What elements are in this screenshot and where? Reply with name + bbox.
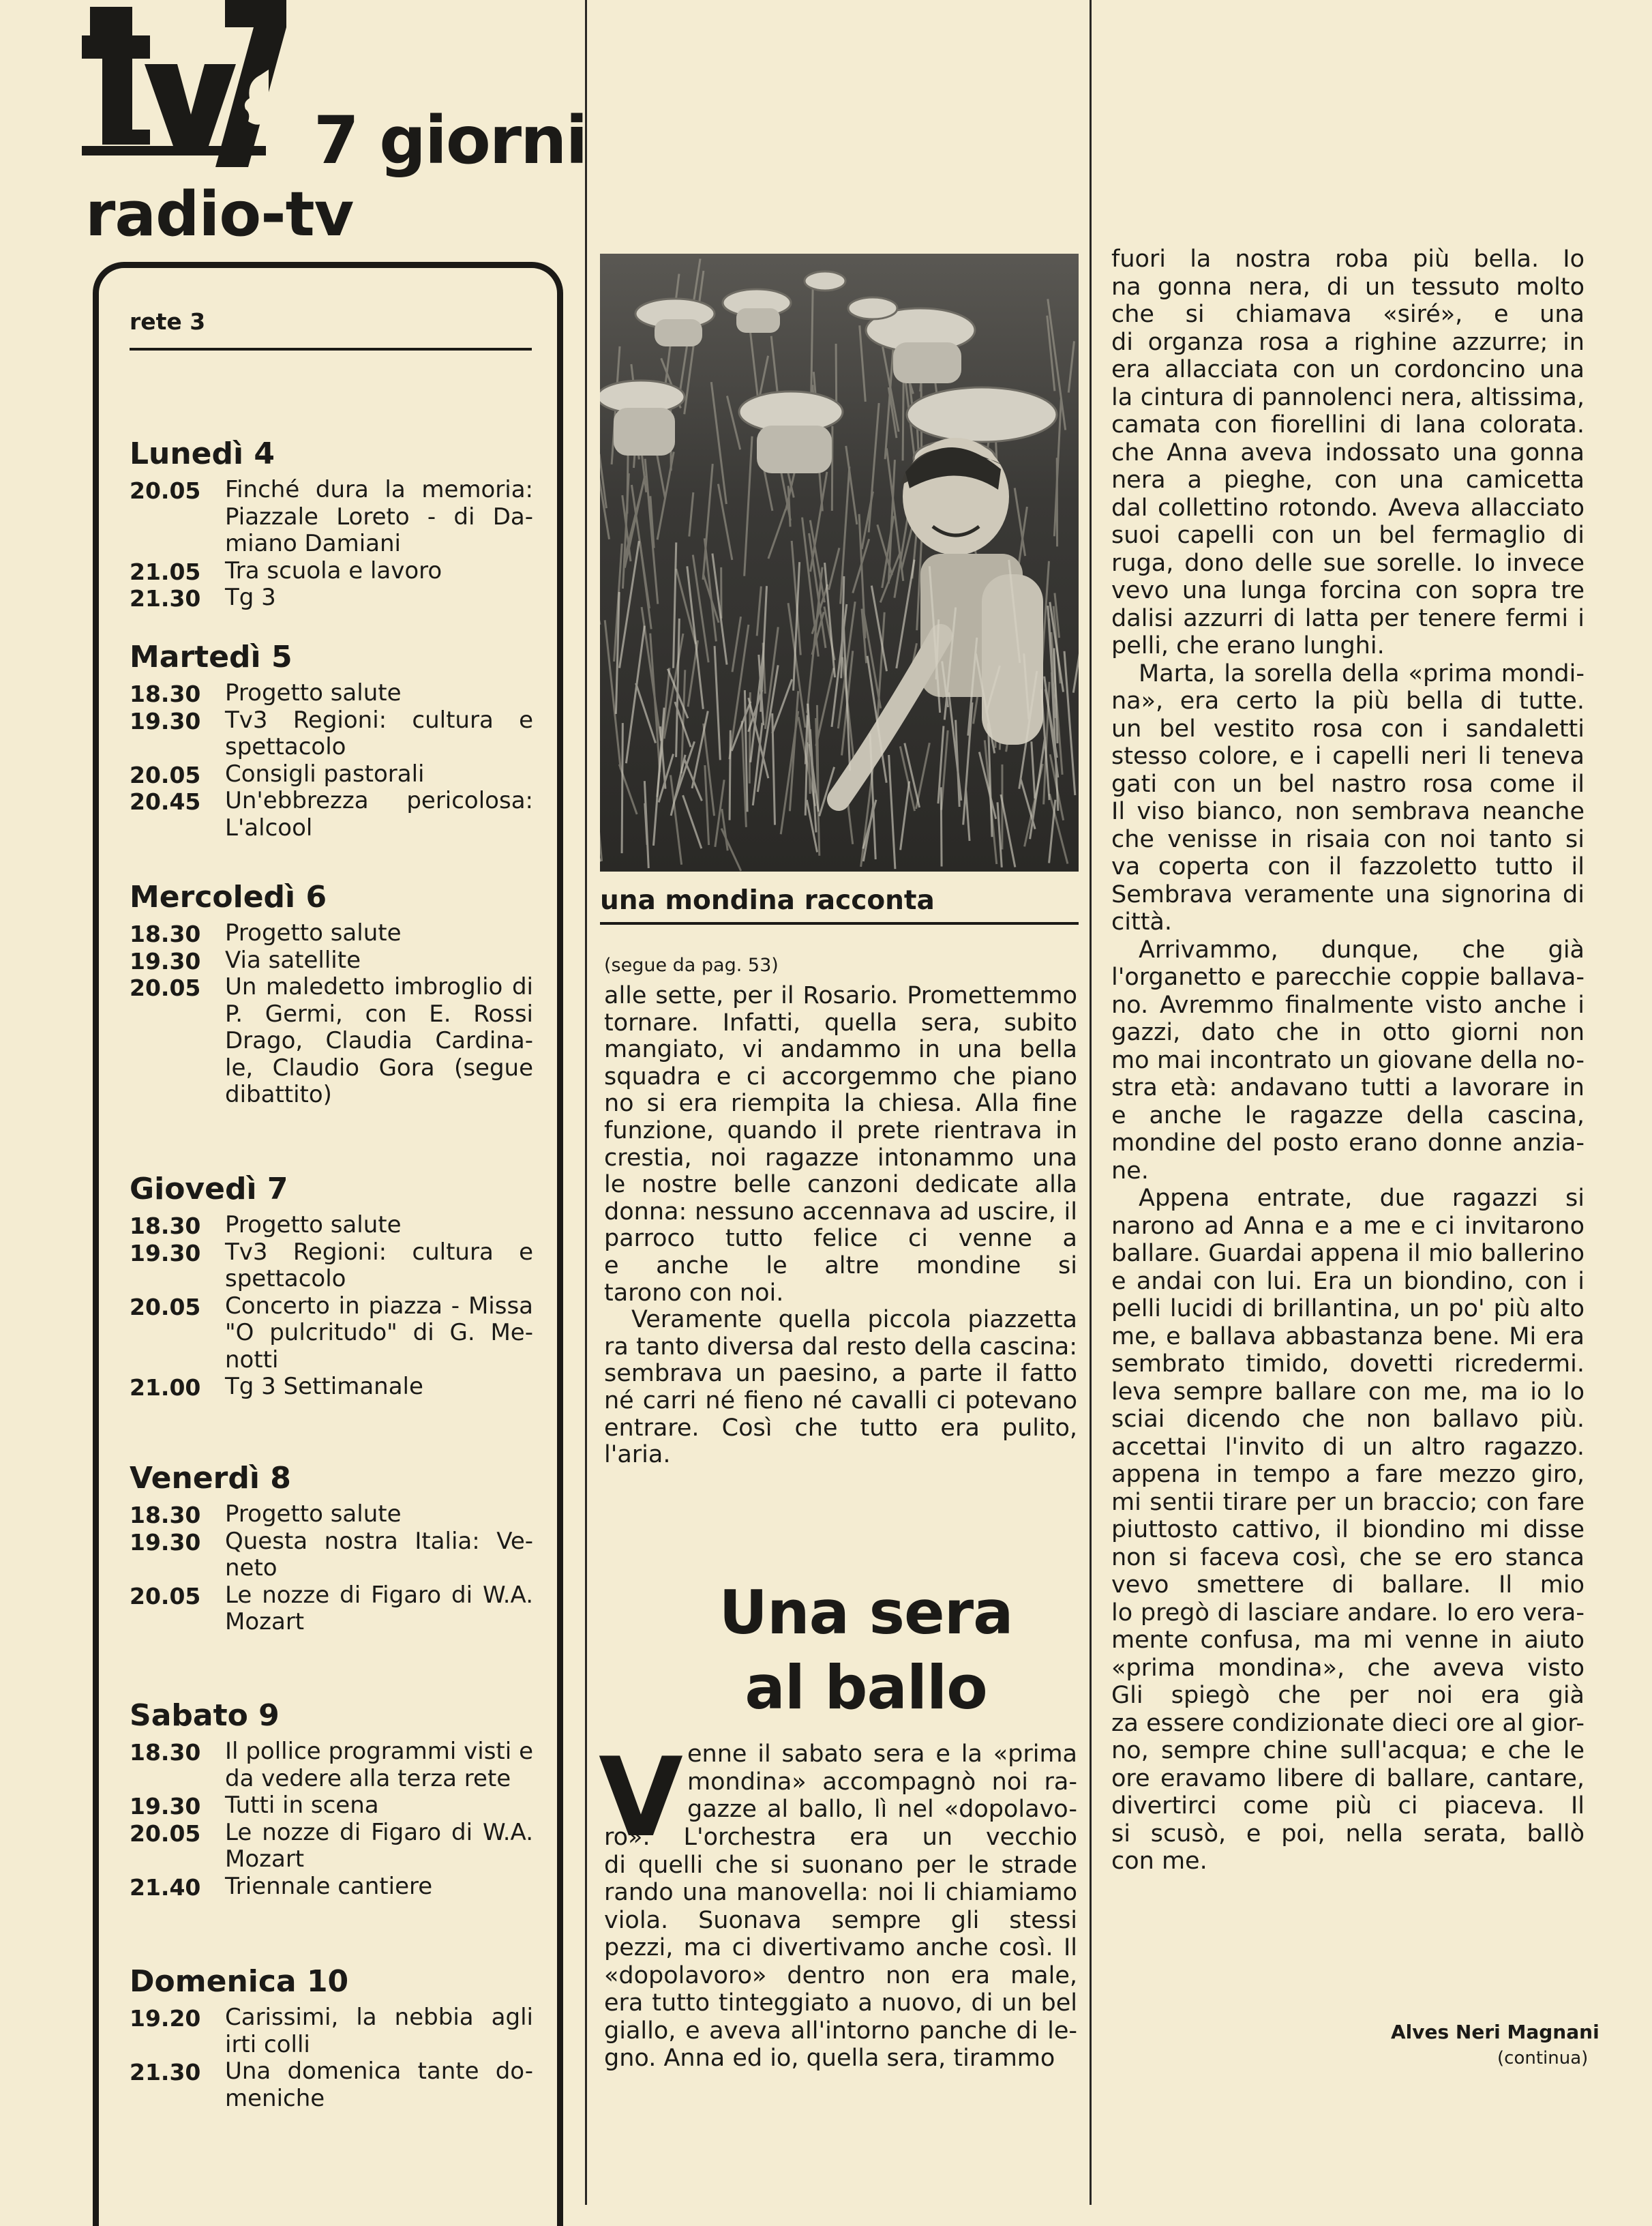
schedule-day-title: Sabato 9	[130, 1698, 280, 1733]
schedule-program-time: 19.30	[130, 1240, 200, 1266]
schedule-program-time: 20.05	[130, 1820, 200, 1847]
schedule-day-title: Mercoledì 6	[130, 880, 327, 915]
schedule-program-title: Il pollice programmi visti e	[225, 1738, 533, 1765]
article-line: mi sentii tirare per un braccio; con fare	[1111, 1489, 1585, 1517]
article-line: divertirci come più ci piaceva. Il	[1111, 1792, 1585, 1820]
article-line: era allacciata con un cordoncino una	[1111, 356, 1585, 384]
article-line: stesso colore, e i capelli neri li teneva	[1111, 743, 1585, 771]
article-line: «dopolavoro» dentro non era male,	[604, 1962, 1077, 1990]
rice-field-photo	[600, 254, 1079, 872]
schedule-program-title: Triennale cantiere	[225, 1873, 432, 1900]
schedule-program-title: spettacolo	[225, 1265, 346, 1292]
schedule-program-time: 20.05	[130, 1294, 200, 1320]
schedule-day-title: Domenica 10	[130, 1964, 348, 1999]
article-line: appena in tempo a fare mezzo giro,	[1111, 1461, 1585, 1489]
continued-note: (continua)	[1497, 2048, 1588, 2068]
article-headline	[682, 1575, 1050, 1725]
article-line: ra tanto diversa dal resto della cascina:	[604, 1333, 1077, 1361]
schedule-program-time: 21.30	[130, 585, 200, 612]
article-line: pezzi, ma ci divertivamo anche così. Il	[604, 1934, 1077, 1962]
schedule-program-title: Tg 3 Settimanale	[225, 1373, 423, 1400]
article-line: e anche le altre mondine si	[604, 1252, 1077, 1279]
article-line: enne il sabato sera e la «prima	[687, 1740, 1077, 1768]
schedule-day-title: Venerdì 8	[130, 1461, 291, 1496]
network-label: rete 3	[130, 308, 205, 335]
schedule-program-title: neto	[225, 1554, 277, 1582]
schedule-program-title: Tra scuola e lavoro	[225, 557, 442, 584]
schedule-program-time: 18.30	[130, 1213, 200, 1239]
article-line: né carri né fieno né cavalli ci potevano	[604, 1387, 1077, 1414]
schedule-program-time: 21.30	[130, 2059, 200, 2086]
article-line: na gonna nera, di un tessuto molto	[1111, 273, 1585, 301]
article-line: donna: nessuno accennava ad uscire, il	[604, 1198, 1077, 1226]
article-line: crestia, noi ragazze intonammo una	[604, 1144, 1077, 1172]
network-rule	[130, 348, 532, 351]
headline-line-1: Una sera	[682, 1575, 1050, 1650]
article-line: e anche le ragazze della cascina,	[1111, 1102, 1585, 1130]
photo-caption: una mondina racconta	[600, 885, 935, 916]
drop-cap: V	[599, 1743, 683, 1852]
article-line: sembrava un paesino, a parte il fatto	[604, 1360, 1077, 1387]
schedule-program-title: notti	[225, 1346, 278, 1374]
article-line: viola. Suonava sempre gli stessi	[604, 1907, 1077, 1935]
schedule-program-title: L'alcool	[225, 814, 312, 842]
article-line: la cintura di pannolenci nera, altissima,	[1111, 384, 1585, 412]
article-line: mente confusa, ma mi venne in aiuto	[1111, 1627, 1585, 1654]
article-line: me, e ballava abbastanza bene. Mi era	[1111, 1323, 1585, 1351]
schedule-program-title: Tutti in scena	[225, 1792, 379, 1819]
article-line: ro». L'orchestra era un vecchio	[604, 1824, 1077, 1852]
schedule-program-time: 21.05	[130, 559, 200, 585]
article-line: squadra e ci accorgemmo che piano	[604, 1063, 1077, 1090]
article-line: non si faceva così, che se ero stanca	[1111, 1544, 1585, 1572]
article-line: nera a pieghe, con una camicetta	[1111, 466, 1585, 494]
schedule-program-title: Progetto salute	[225, 919, 402, 947]
schedule-program-title: Questa nostra Italia: Ve-	[225, 1528, 533, 1555]
article-line: na», era certo la più bella di tutte.	[1111, 687, 1585, 715]
article-line: dalisi azzurri di latta per tenere fermi i	[1111, 605, 1585, 633]
article-line: «prima mondina», che aveva visto	[1111, 1654, 1585, 1682]
article-line: mondina» accompagnò noi ra-	[687, 1768, 1077, 1796]
article-line: no, sempre chine sull'acqua; e che le	[1111, 1737, 1585, 1765]
column-divider-left	[585, 0, 587, 2205]
schedule-program-title: irti colli	[225, 2031, 310, 2058]
schedule-program-time: 19.30	[130, 948, 200, 975]
schedule-program-title: Mozart	[225, 1845, 304, 1873]
article-line: tarono con noi.	[604, 1279, 783, 1307]
article-line: pelli, che erano lunghi.	[1111, 632, 1385, 659]
schedule-program-title: Mozart	[225, 1608, 304, 1635]
schedule-program-title: Le nozze di Figaro di W.A.	[225, 1819, 533, 1846]
article-line: funzione, quando il prete rientrava in	[604, 1117, 1077, 1144]
article-line: Arrivammo, dunque, che già	[1139, 936, 1585, 964]
schedule-program-title: meniche	[225, 2085, 325, 2112]
article-line: l'organetto e parecchie coppie ballava-	[1111, 964, 1585, 992]
schedule-program-title: Tg 3	[225, 584, 276, 611]
article-line: che venisse in risaia con noi tanto si	[1111, 826, 1585, 854]
article-line: vevo smettere di ballare. Il mio	[1111, 1571, 1585, 1599]
schedule-day-title: Giovedì 7	[130, 1172, 288, 1206]
article-line: Sembrava veramente una signorina di	[1111, 881, 1585, 909]
article-line: Appena entrate, due ragazzi si	[1139, 1185, 1585, 1213]
article-line: rando una manovella: noi li chiamiamo	[604, 1879, 1077, 1907]
article-line: parroco tutto felice ci venne a	[604, 1225, 1077, 1252]
schedule-program-time: 20.05	[130, 1583, 200, 1609]
schedule-program-title: Tv3 Regioni: cultura e	[225, 1238, 533, 1266]
schedule-program-title: Consigli pastorali	[225, 760, 425, 788]
article-line: piuttosto cattivo, il biondino mi disse	[1111, 1516, 1585, 1544]
schedule-program-title: Via satellite	[225, 947, 361, 974]
schedule-program-time: 19.30	[130, 1793, 200, 1820]
schedule-program-time: 18.30	[130, 681, 200, 707]
article-line: era tutto tinteggiato a nuovo, di un bel	[604, 1989, 1077, 2017]
schedule-program-time: 20.05	[130, 975, 200, 1001]
article-line: città.	[1111, 908, 1172, 936]
schedule-program-title: Tv3 Regioni: cultura e	[225, 707, 533, 734]
schedule-program-title: spettacolo	[225, 733, 346, 760]
article-line: mondine del posto erano donne anzia-	[1111, 1129, 1585, 1157]
article-line: ruga, dono delle sue sorelle. Io invece	[1111, 550, 1585, 578]
article-line: con me.	[1111, 1847, 1207, 1875]
article-line: di organza rosa a righine azzurre; in	[1111, 329, 1585, 357]
schedule-program-time: 20.45	[130, 788, 200, 815]
article-line: Il viso bianco, non sembrava neanche	[1111, 798, 1585, 826]
article-line: za essere condizionate dieci ore al gior-	[1111, 1710, 1585, 1738]
article-line: Gli spiegò che per noi era già	[1111, 1682, 1585, 1710]
article-line: vevo una lunga forcina con sopra tre	[1111, 577, 1585, 605]
schedule-program-title: Progetto salute	[225, 1500, 402, 1528]
column-divider-right	[1090, 0, 1092, 2205]
article-line: l'aria.	[604, 1441, 670, 1468]
schedule-program-time: 20.05	[130, 762, 200, 788]
article-line: ore eravamo libere di ballare, cantare,	[1111, 1765, 1585, 1793]
schedule-program-time: 18.30	[130, 1739, 200, 1766]
schedule-program-title: Carissimi, la nebbia agli	[225, 2004, 533, 2031]
article-line: pelli lucidi di brillantina, un po' più alto	[1111, 1295, 1585, 1323]
article-line: tornare. Infatti, quella sera, subito	[604, 1009, 1077, 1037]
schedule-program-title: P. Germi, con E. Rossi	[225, 1000, 533, 1028]
schedule-program-time: 19.20	[130, 2005, 200, 2032]
schedule-program-title: Piazzale Loreto - di Da-	[225, 503, 533, 531]
article-line: leva sempre ballare con me, ma io lo	[1111, 1378, 1585, 1406]
schedule-program-title: Le nozze di Figaro di W.A.	[225, 1582, 533, 1609]
schedule-program-title: Drago, Claudia Cardina-	[225, 1027, 533, 1054]
header-7giorni: 7 giorni	[314, 102, 586, 179]
article-line: suoi capelli con un bel fermaglio di	[1111, 522, 1585, 550]
article-line: mangiato, vi andammo in una bella	[604, 1036, 1077, 1063]
article-line: no. Avremmo finalmente visto anche i	[1111, 992, 1585, 1020]
headline-line-2: al ballo	[682, 1650, 1050, 1725]
article-line: gno. Anna ed io, quella sera, tirammo	[604, 2045, 1055, 2072]
article-line: che Anna aveva indossato una gonna	[1111, 439, 1585, 467]
article-line: dal collettino rotondo. Aveva allacciato	[1111, 494, 1585, 522]
schedule-program-time: 18.30	[130, 1502, 200, 1528]
schedule-program-title: da vedere alla terza rete	[225, 1765, 511, 1792]
article-line: giallo, e aveva all'intorno panche di le-	[604, 2017, 1077, 2045]
schedule-program-time: 21.00	[130, 1374, 200, 1401]
article-line: entrare. Così che tutto era pulito,	[604, 1414, 1077, 1442]
article-line: stra età: andavano tutti a lavorare in	[1111, 1074, 1585, 1102]
article-line: e andai con lui. Era un biondino, con i	[1111, 1268, 1585, 1296]
article-line: sciai dicendo che non ballavo più.	[1111, 1406, 1585, 1434]
article-line: gazze al ballo, lì nel «dopolavo-	[687, 1796, 1077, 1823]
article-line: che si chiamava «siré», e una	[1111, 301, 1585, 329]
article-line: lo pregò di lasciare andare. Io ero vera-	[1111, 1599, 1585, 1627]
article-line: accettai l'invito di un altro ragazzo.	[1111, 1434, 1585, 1461]
schedule-program-time: 19.30	[130, 708, 200, 734]
article-line: no si era riempita la chiesa. Alla fine	[604, 1090, 1077, 1117]
schedule-program-title: Una domenica tante do-	[225, 2058, 533, 2085]
schedule-program-title: le, Claudio Gora (segue	[225, 1054, 533, 1082]
article-line: gati con un bel nastro rosa come il	[1111, 771, 1585, 799]
header-radio-tv: radio-tv	[85, 179, 353, 250]
article-line: alle sette, per il Rosario. Promettemmo	[604, 982, 1077, 1009]
continued-from: (segue da pag. 53)	[604, 955, 779, 976]
schedule-program-title: Progetto salute	[225, 679, 402, 707]
article-line: ballare. Guardai appena il mio ballerino	[1111, 1240, 1585, 1268]
article-line: Marta, la sorella della «prima mondi-	[1139, 660, 1585, 688]
schedule-day-title: Lunedì 4	[130, 436, 275, 471]
article-line: sembrato timido, dovetti ricredermi.	[1111, 1350, 1585, 1378]
article-line: un bel vestito rosa con i sandaletti	[1111, 715, 1585, 743]
article-author: Alves Neri Magnani	[1391, 2021, 1600, 2043]
schedule-program-title: Un maledetto imbroglio di	[225, 973, 533, 1000]
article-line: si scusò, e poi, nella serata, ballò	[1111, 1820, 1585, 1848]
article-line: fuori la nostra roba più bella. Io	[1111, 246, 1585, 273]
schedule-program-time: 20.05	[130, 477, 200, 504]
schedule-program-title: Finché dura la memoria:	[225, 476, 533, 503]
schedule-program-time: 18.30	[130, 921, 200, 947]
article-line: va coperta con il fazzoletto tutto il	[1111, 853, 1585, 881]
article-line: narono ad Anna e a me e ci invitarono	[1111, 1213, 1585, 1241]
schedule-program-title: Un'ebbrezza pericolosa:	[225, 787, 533, 814]
article-line: le nostre belle canzoni dedicate alla	[604, 1171, 1077, 1198]
caption-rule	[600, 922, 1079, 925]
schedule-program-title: Progetto salute	[225, 1211, 402, 1238]
tv7-logo	[82, 0, 286, 167]
article-line: mo mai incontrato un giovane della no-	[1111, 1047, 1585, 1075]
article-line: Veramente quella piccola piazzetta	[631, 1306, 1077, 1333]
article-line: camata con fiorellini di lana colorata.	[1111, 411, 1585, 439]
schedule-day-title: Martedì 5	[130, 640, 292, 674]
article-line: gazzi, dato che in otto giorni non	[1111, 1019, 1585, 1047]
schedule-program-time: 19.30	[130, 1529, 200, 1556]
article-line: ne.	[1111, 1157, 1149, 1185]
article-line: di quelli che si suonano per le strade	[604, 1852, 1077, 1880]
schedule-program-title: dibattito)	[225, 1081, 332, 1108]
schedule-program-time: 21.40	[130, 1874, 200, 1901]
schedule-program-title: "O pulcritudo" di G. Me-	[225, 1319, 533, 1346]
schedule-program-title: miano Damiani	[225, 530, 401, 557]
rice-stalk	[941, 787, 942, 866]
schedule-program-title: Concerto in piazza - Missa	[225, 1292, 533, 1320]
